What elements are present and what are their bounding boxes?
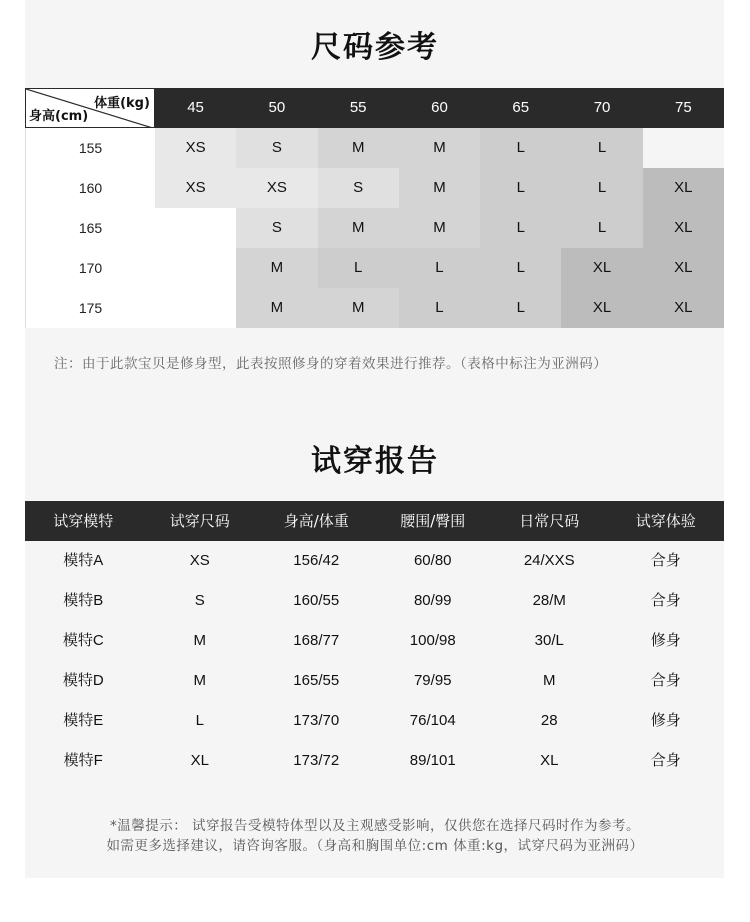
try-cell: 模特A (63, 552, 104, 569)
size-cell: S (236, 128, 317, 168)
size-row (25, 128, 724, 168)
try-cell: L (195, 712, 204, 729)
try-row (25, 581, 724, 621)
try-cell: 修身 (650, 632, 681, 649)
size-cell: M (318, 128, 399, 168)
size-cell: XL (561, 248, 642, 288)
try-cell: XL (540, 752, 559, 769)
try-cell: 100/98 (409, 632, 456, 649)
size-cell: M (318, 208, 399, 248)
size-reference-table (25, 88, 724, 328)
try-cell: 60/80 (413, 552, 452, 569)
try-cell: 79/95 (413, 672, 452, 689)
size-cell: L (399, 248, 480, 288)
weight-header-cell: 50 (268, 99, 286, 116)
try-cell: 89/101 (409, 752, 456, 769)
weight-header-cell: 65 (512, 99, 530, 116)
try-header-cell: 日常尺码 (519, 512, 580, 530)
try-header-cell: 试穿尺码 (169, 512, 230, 530)
try-row (25, 701, 724, 741)
try-table-body (25, 541, 724, 781)
size-cell: XL (643, 288, 724, 328)
try-cell: 模特F (63, 752, 103, 769)
try-cell: 24/XXS (523, 552, 575, 569)
height-label: 170 (25, 248, 155, 288)
try-table-header (25, 501, 724, 541)
try-cell: 合身 (650, 592, 681, 609)
size-cell: XL (561, 288, 642, 328)
weight-header-cell: 70 (593, 99, 611, 116)
height-label: 165 (25, 208, 155, 248)
try-cell: 28 (540, 712, 558, 729)
try-cell: 合身 (650, 552, 681, 569)
weight-header-cell: 55 (349, 99, 367, 116)
size-cell: S (318, 168, 399, 208)
size-cell: L (399, 288, 480, 328)
size-row (25, 208, 724, 248)
size-cell (155, 208, 236, 248)
try-cell: 模特E (63, 712, 104, 729)
weight-header-cell: 45 (187, 99, 204, 116)
try-header-cell: 试穿体验 (635, 512, 696, 530)
size-cell: L (561, 168, 642, 208)
try-cell: 合身 (650, 752, 681, 769)
try-cell: 173/72 (293, 752, 340, 769)
height-label: 160 (25, 168, 155, 208)
size-cell: L (480, 208, 561, 248)
size-cell (155, 288, 236, 328)
size-row (25, 288, 724, 328)
size-cell: XS (236, 168, 317, 208)
try-cell: 28/M (532, 592, 566, 609)
try-row (25, 661, 724, 701)
try-cell: 模特C (62, 632, 104, 649)
weight-axis-label: 体重(kg) (94, 96, 150, 111)
size-cell: S (236, 208, 317, 248)
height-axis-label: 身高(cm) (29, 109, 89, 124)
size-note: 注：由于此款宝贝是修身型，此表按照修身的穿着效果进行推荐。（表格中标注为亚洲码） (54, 356, 608, 372)
size-cell: L (480, 288, 561, 328)
try-cell: M (543, 672, 556, 689)
size-cell: M (399, 128, 480, 168)
size-row (25, 168, 724, 208)
try-cell: M (193, 672, 206, 689)
size-cell: M (236, 248, 317, 288)
size-table-header (25, 88, 724, 128)
try-cell: 80/99 (413, 592, 452, 609)
size-cell: L (480, 168, 561, 208)
height-label: 175 (25, 288, 155, 328)
try-cell: M (193, 632, 206, 649)
size-cell: M (399, 208, 480, 248)
try-cell: 165/55 (293, 672, 340, 689)
size-table-corner (25, 88, 155, 128)
weight-header-cell: 75 (675, 99, 692, 116)
try-cell: XL (190, 752, 209, 769)
try-cell: 76/104 (409, 712, 456, 729)
try-header-cell: 身高/体重 (283, 512, 349, 530)
size-cell: M (318, 288, 399, 328)
size-cell: XS (155, 168, 236, 208)
try-cell: 模特D (62, 672, 104, 689)
try-on-report-title: 试穿报告 (311, 444, 439, 479)
try-cell: 173/70 (293, 712, 340, 729)
size-cell: XL (643, 208, 724, 248)
size-cell: XL (643, 168, 724, 208)
try-cell: 30/L (534, 632, 564, 649)
try-cell: S (194, 592, 205, 609)
try-header-cell: 试穿模特 (53, 512, 114, 530)
size-cell: L (318, 248, 399, 288)
try-cell: 修身 (650, 712, 681, 729)
try-cell: 160/55 (293, 592, 340, 609)
try-cell: 合身 (650, 672, 681, 689)
try-row (25, 541, 724, 581)
try-cell: 模特B (63, 592, 104, 609)
weight-header-cells (155, 88, 724, 128)
tip-note-line1: *温馨提示： 试穿报告受模特体型以及主观感受影响，仅供您在选择尺码时作为参考。 (109, 818, 641, 834)
size-row (25, 248, 724, 288)
try-cell: 156/42 (293, 552, 340, 569)
tip-note-line2: 如需更多选择建议，请咨询客服。（身高和胸围单位:cm 体重:kg，试穿尺码为亚洲码） (106, 838, 644, 854)
size-table-body (25, 128, 724, 328)
try-cell: 168/77 (293, 632, 340, 649)
size-cell: M (399, 168, 480, 208)
try-cell: XS (189, 552, 210, 569)
try-row (25, 741, 724, 781)
size-cell: L (480, 128, 561, 168)
size-reference-title: 尺码参考 (311, 30, 439, 65)
size-cell: M (236, 288, 317, 328)
size-cell (643, 128, 724, 168)
try-header-cell: 腰围/臀围 (400, 512, 466, 530)
size-cell: XL (643, 248, 724, 288)
size-cell (155, 248, 236, 288)
try-on-table (25, 501, 724, 781)
height-label: 155 (25, 128, 155, 168)
size-cell: L (561, 128, 642, 168)
size-cell: L (561, 208, 642, 248)
try-row (25, 621, 724, 661)
size-cell: XS (155, 128, 236, 168)
size-cell: L (480, 248, 561, 288)
weight-header-cell: 60 (431, 99, 448, 116)
